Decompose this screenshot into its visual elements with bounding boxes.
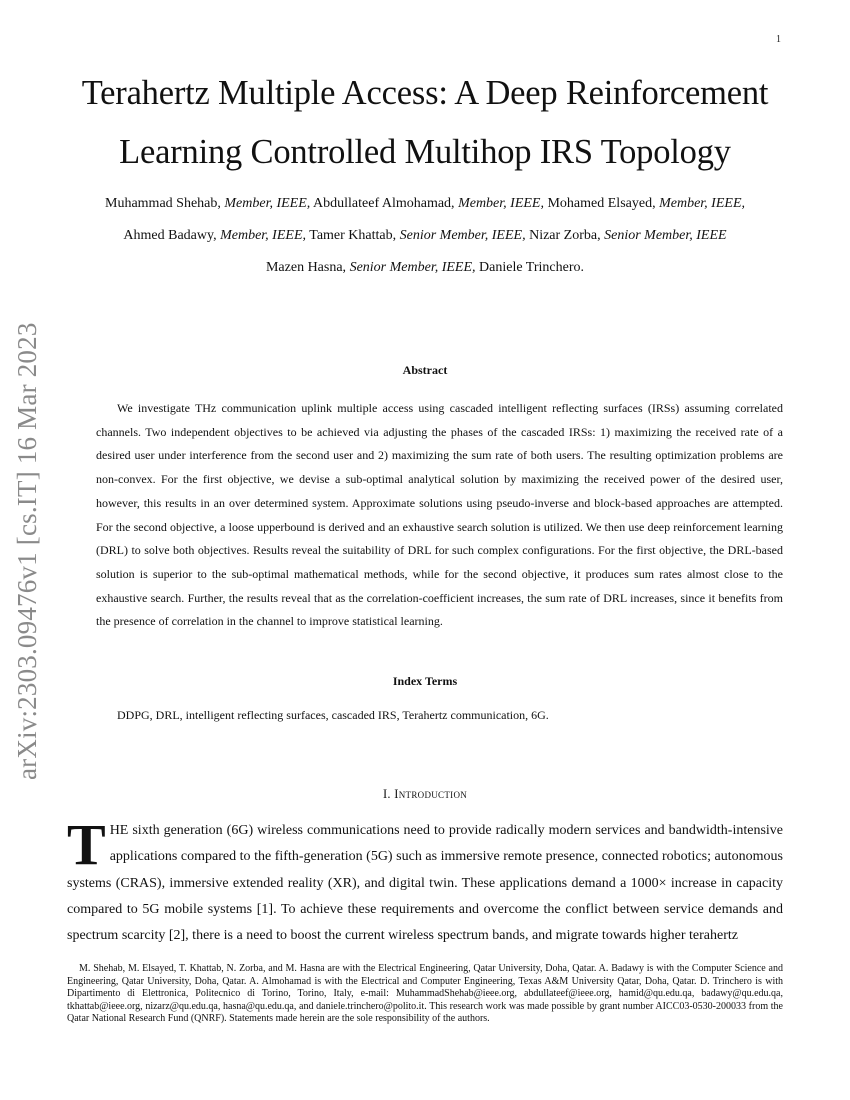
- author-name: Mohamed Elsayed,: [547, 196, 656, 211]
- author-role: Senior Member, IEEE,: [349, 260, 476, 275]
- author-role: Member, IEEE,: [220, 228, 306, 243]
- author-role: Member, IEEE,: [659, 196, 745, 211]
- author-role: Member, IEEE,: [224, 196, 311, 211]
- author-name: Mazen Hasna,: [265, 260, 347, 275]
- author-name: Tamer Khattab,: [309, 228, 397, 243]
- page-number: 1: [776, 34, 781, 45]
- paper-title: [40, 64, 810, 182]
- affiliation-footnote: M. Shehab, M. Elsayed, T. Khattab, N. Zorba, and M. Hasna are with the Electrical Engineering, Qatar University, Doha, Qatar. A. Badawy is with the Computer Science and Engineering, Qatar University, Doha, Qatar. A. Almohamad is with the Electrical and Computer Engineering, Texas A&M University Qatar, Doha, Qatar. D. Trinchero is with Dipartimento di Elettronica, Politecnico di Torino, Torino, Italy, e-mail: MuhammadShehab@ieee.org, abdullateef@ieee.org, hamid@qu.edu.qa, badawy@qu.edu.qa, tkhattab@ieee.org, nizarz@qu.edu.qa, hasna@qu.edu.qa, and daniele.trinchero@polito.it. This research work was made possible by grant number AICC03-0530-200033 from the Qatar National Research Fund (QNRF). Statements made herein are the sole responsibility of the authors.: [67, 963, 783, 1025]
- introduction-paragraph: [67, 812, 783, 949]
- introduction-text: HE sixth generation (6G) wireless communications need to provide radically modern services and bandwidth-intensive applications compared to the fifth-generation (5G) such as immersive remote presence, connected robotics; autonomous systems (CRAS), immersive extended reality (XR), and digital twin. These applications demand a 1000× increase in capacity compared to 5G mobile systems [1]. To achieve these requirements and overcome the conflict between service demands and spectrum scarcity [2], there is a need to boost the current wireless spectrum bands, and migrate towards higher terahertz: [67, 823, 783, 944]
- author-line-2: [40, 220, 810, 252]
- author-role: Member, IEEE,: [458, 196, 544, 211]
- title-line-2: Learning Controlled Multihop IRS Topology: [119, 133, 731, 171]
- author-name: Muhammad Shehab,: [105, 196, 221, 211]
- author-line-3: [40, 252, 810, 284]
- section-title: Introduction: [394, 787, 468, 801]
- section-heading: [0, 787, 850, 802]
- abstract-body: We investigate THz communication uplink multiple access using cascaded intelligent reflecting surfaces (IRSs) assuming correlated channels. Two independent objectives to be achieved via adjusting the phases of the cascaded IRSs: 1) maximizing the received rate of a desired user under interference from the second user and 2) maximizing the sum rate of both users. The resulting optimization problems are non-convex. For the first objective, we devise a sub-optimal analytical solution by maximizing the received power of the desired user, however, this results in an over determined system. Approximate solutions using pseudo-inverse and block-based approaches are attempted. For the second objective, a loose upperbound is derived and an exhaustive search solution is utilized. We then use deep reinforcement learning (DRL) to solve both objectives. Results reveal the suitability of DRL for such complex configurations. For the first objective, the DRL-based solution is superior to the sub-optimal mathematical methods, while for the second objective, it produces sum rates almost close to the exhaustive search. Further, the results reveal that as the correlation-coefficient increases, the sum rate of DRL increases, since it benefits from the presence of correlation in the channel to improve statistical learning.: [96, 401, 783, 629]
- author-list: [40, 188, 810, 284]
- author-role: Senior Member, IEEE,: [399, 228, 526, 243]
- author-name: Ahmed Badawy,: [123, 228, 217, 243]
- abstract-heading: Abstract: [402, 363, 448, 377]
- title-line-1: Terahertz Multiple Access: A Deep Reinforcement: [81, 74, 769, 112]
- arxiv-stamp: arXiv:2303.09476v1 [cs.IT] 16 Mar 2023: [12, 322, 42, 780]
- author-role: Senior Member, IEEE: [604, 228, 727, 243]
- author-name: Nizar Zorba,: [529, 228, 601, 243]
- author-name: Abdullateef Almohamad,: [313, 196, 455, 211]
- index-terms: DDPG, DRL, intelligent reflecting surfaces, cascaded IRS, Terahertz communication, 6G.: [117, 708, 549, 722]
- index-terms-heading: Index Terms: [392, 674, 458, 688]
- section-number: I.: [382, 787, 391, 801]
- drop-cap: T: [67, 812, 106, 877]
- author-line-1: [40, 188, 810, 220]
- author-name: Daniele Trinchero.: [479, 260, 585, 275]
